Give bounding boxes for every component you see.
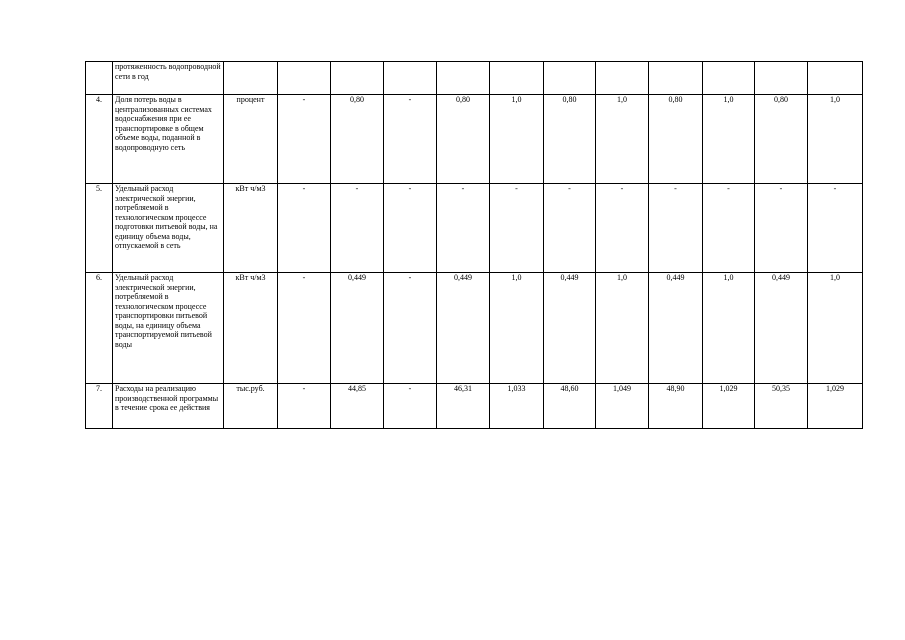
unit-cell: кВт ч/м3 xyxy=(224,273,278,384)
value-cell xyxy=(278,62,331,95)
table-row xyxy=(86,384,863,429)
value-cell: - xyxy=(755,184,808,273)
value-cell: 1,0 xyxy=(490,273,544,384)
value-cell: 1,0 xyxy=(490,95,544,184)
unit-cell: тыс.руб. xyxy=(224,384,278,429)
value-cell: - xyxy=(544,184,596,273)
value-cell: 0,449 xyxy=(331,273,384,384)
unit-cell: процент xyxy=(224,95,278,184)
value-cell: 44,85 xyxy=(331,384,384,429)
value-cell: - xyxy=(808,184,863,273)
value-cell: 0,449 xyxy=(544,273,596,384)
value-cell xyxy=(437,62,490,95)
row-number-cell: 6. xyxy=(86,273,113,384)
value-cell: - xyxy=(437,184,490,273)
indicator-name-cell: Удельный расход электрической энергии, потребляемой в технологическом процессе транспортировки питьевой воды, на единицу объема транспортируемой питьевой воды xyxy=(113,273,224,384)
value-cell: - xyxy=(331,184,384,273)
value-cell xyxy=(384,62,437,95)
value-cell: - xyxy=(384,184,437,273)
value-cell: - xyxy=(596,184,649,273)
table-row xyxy=(86,184,863,273)
value-cell: - xyxy=(278,184,331,273)
row-number-cell: 4. xyxy=(86,95,113,184)
value-cell: - xyxy=(384,273,437,384)
value-cell: - xyxy=(278,273,331,384)
row-number-cell xyxy=(86,62,113,95)
value-cell: 1,0 xyxy=(703,273,755,384)
value-cell: 48,90 xyxy=(649,384,703,429)
value-cell: 0,80 xyxy=(437,95,490,184)
value-cell: 1,0 xyxy=(808,95,863,184)
value-cell: 1,029 xyxy=(703,384,755,429)
value-cell: 0,80 xyxy=(649,95,703,184)
value-cell: - xyxy=(649,184,703,273)
value-cell: - xyxy=(384,95,437,184)
value-cell: 0,80 xyxy=(544,95,596,184)
row-number-cell: 7. xyxy=(86,384,113,429)
value-cell: 0,449 xyxy=(649,273,703,384)
value-cell xyxy=(544,62,596,95)
value-cell: 1,033 xyxy=(490,384,544,429)
value-cell: - xyxy=(384,384,437,429)
value-cell xyxy=(596,62,649,95)
value-cell xyxy=(649,62,703,95)
row-number-cell: 5. xyxy=(86,184,113,273)
value-cell: 1,029 xyxy=(808,384,863,429)
value-cell: 1,0 xyxy=(596,273,649,384)
indicator-name-cell: протяженность водопроводной сети в год xyxy=(113,62,224,95)
value-cell: 0,80 xyxy=(331,95,384,184)
value-cell: 46,31 xyxy=(437,384,490,429)
value-cell: - xyxy=(278,384,331,429)
value-cell: - xyxy=(490,184,544,273)
value-cell: 48,60 xyxy=(544,384,596,429)
value-cell xyxy=(808,62,863,95)
value-cell: 0,449 xyxy=(437,273,490,384)
value-cell xyxy=(703,62,755,95)
value-cell: 1,049 xyxy=(596,384,649,429)
table-row xyxy=(86,95,863,184)
value-cell: 1,0 xyxy=(596,95,649,184)
value-cell: - xyxy=(703,184,755,273)
value-cell: 1,0 xyxy=(703,95,755,184)
value-cell: 0,449 xyxy=(755,273,808,384)
indicator-name-cell: Удельный расход электрической энергии, потребляемой в технологическом процессе подготовки питьевой воды, на единицу объема воды, отпускаемой в сеть xyxy=(113,184,224,273)
table-row xyxy=(86,62,863,95)
value-cell: 0,80 xyxy=(755,95,808,184)
unit-cell xyxy=(224,62,278,95)
value-cell xyxy=(755,62,808,95)
table-row xyxy=(86,273,863,384)
indicators-table xyxy=(85,61,863,429)
value-cell xyxy=(490,62,544,95)
table-body xyxy=(86,62,863,429)
unit-cell: кВт ч/м3 xyxy=(224,184,278,273)
value-cell: 1,0 xyxy=(808,273,863,384)
value-cell: 50,35 xyxy=(755,384,808,429)
indicator-name-cell: Доля потерь воды в централизованных системах водоснабжения при ее транспортировке в общем объеме воды, поданной в водопроводную сеть xyxy=(113,95,224,184)
indicator-name-cell: Расходы на реализацию производственной программы в течение срока ее действия xyxy=(113,384,224,429)
value-cell xyxy=(331,62,384,95)
value-cell: - xyxy=(278,95,331,184)
